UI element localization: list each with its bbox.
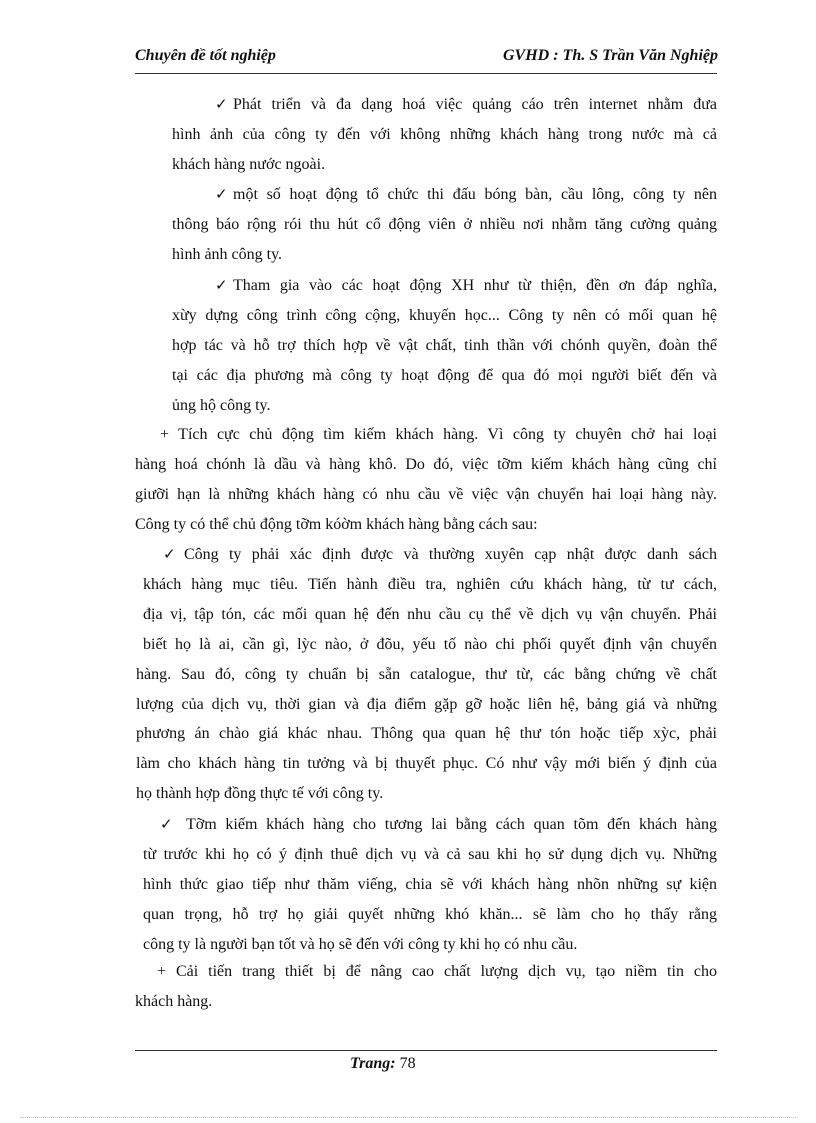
text-line: Công ty phải xác định được và thường xuyên cạp nhật được danh sách <box>184 546 717 563</box>
check-icon: ✓ <box>160 817 173 833</box>
header-rule <box>135 73 717 74</box>
page-number <box>350 1055 416 1073</box>
page-label: Trang: <box>350 1055 396 1072</box>
text-line: thông báo rộng rói thu hút cổ động viên ở nhiều nơi nhằm tăng cường quảng <box>172 215 717 233</box>
text-line: công ty là người bạn tốt và họ sẽ đến với công ty khi họ có nhu cầu. <box>143 935 578 953</box>
text-line: Tỡm kiếm khách hàng cho tương lai bằng cách quan tõm đến khách hàng <box>186 816 717 833</box>
text-line: ủng hộ công ty. <box>172 396 271 414</box>
text-line: + Tích cực chủ động tìm kiếm khách hàng. Vì công ty chuyên chở hai loại <box>160 426 717 443</box>
header-title: Chuyên đề tốt nghiệp <box>135 47 276 64</box>
text-line: Phát triển và đa dạng hoá việc quảng cáo trên internet nhằm đưa <box>233 96 717 113</box>
check-icon: ✓ <box>215 187 228 203</box>
text-line: lượng của dịch vụ, thời gian và địa điểm gặp gỡ hoặc liên hệ, bảng giá và những <box>136 695 717 713</box>
text-line: một số hoạt động tổ chức thi đấu bóng bàn, cầu lông, công ty nên <box>233 186 717 203</box>
text-line: hình ảnh của công ty đến với không những khách hàng trong nước mà cả <box>172 125 717 143</box>
text-line: khách hàng nước ngoài. <box>172 155 326 173</box>
text-line: giưỡi hạn là những khách hàng có nhu cầu về việc vận chuyển hai loại hàng này. <box>135 485 717 503</box>
header-advisor: GVHD : Th. S Trần Văn Nghiệp <box>503 47 718 64</box>
text-line: khách hàng mục tiêu. Tiến hành điều tra, nghiên cứu khách hàng, từ tư cách, <box>143 575 717 593</box>
page-edge <box>20 1117 796 1118</box>
check-icon: ✓ <box>163 547 176 563</box>
check-icon: ✓ <box>215 97 228 113</box>
text-line: Công ty có thể chủ động tỡm kóờm khách hàng bằng cách sau: <box>135 515 538 533</box>
text-line: từ trước khi họ có ý định thuê dịch vụ và cả sau khi họ sử dụng dịch vụ. Những <box>143 845 717 863</box>
text-line: Tham gia vào các hoạt động XH như từ thiện, đền ơn đáp nghĩa, <box>233 277 717 294</box>
text-line: họ thành hợp đồng thực tế với công ty. <box>136 785 384 803</box>
text-line: quan trọng, hỗ trợ họ giải quyết những khó khăn... sẽ làm cho họ thấy rằng <box>143 905 717 923</box>
text-line: làm cho khách hàng tin tưởng và bị thuyết phục. Có như vậy mới biến ý định của <box>136 755 717 773</box>
text-line: hình ảnh công ty. <box>172 245 283 263</box>
text-line: hàng. Sau đó, công ty chuẩn bị sẵn catalogue, thư từ, các bằng chứng về chất <box>136 665 717 683</box>
footer-rule <box>135 1050 717 1051</box>
check-icon: ✓ <box>215 278 228 294</box>
text-line: tại các địa phương mà công ty hoạt động để qua đó mọi người biết đến và <box>172 366 717 384</box>
text-line: phương án chào giá khác nhau. Thông qua quan hệ thư tón hoặc tiếp xỳc, phải <box>136 725 717 743</box>
text-line: hợp tác và hỗ trợ thích hợp về vật chất, tinh thần với chónh quyền, đoàn thể <box>172 336 717 354</box>
text-line: biết họ là ai, cần gì, lỳc nào, ở đõu, yếu tố nào chi phối quyết định vận chuyển <box>143 635 717 653</box>
text-line: hàng hoá chónh là dầu và hàng khô. Do đó, việc tỡm kiếm khách hàng cũng chỉ <box>135 455 717 473</box>
text-line: địa vị, tập tón, các mối quan hệ đến nhu cầu cụ thể về dịch vụ vận chuyển. Phải <box>143 605 717 623</box>
text-line: xừy dựng công trình công cộng, khuyến học... Công ty nên có mối quan hệ <box>172 306 717 324</box>
text-line: hình thức giao tiếp như thăm viếng, chia sẽ với khách hàng nhõn những sự kiện <box>143 875 717 893</box>
text-line: + Cải tiến trang thiết bị để nâng cao chất lượng dịch vụ, tạo niềm tin cho <box>157 963 717 980</box>
text-line: khách hàng. <box>135 992 213 1010</box>
page-value: 78 <box>399 1055 416 1072</box>
